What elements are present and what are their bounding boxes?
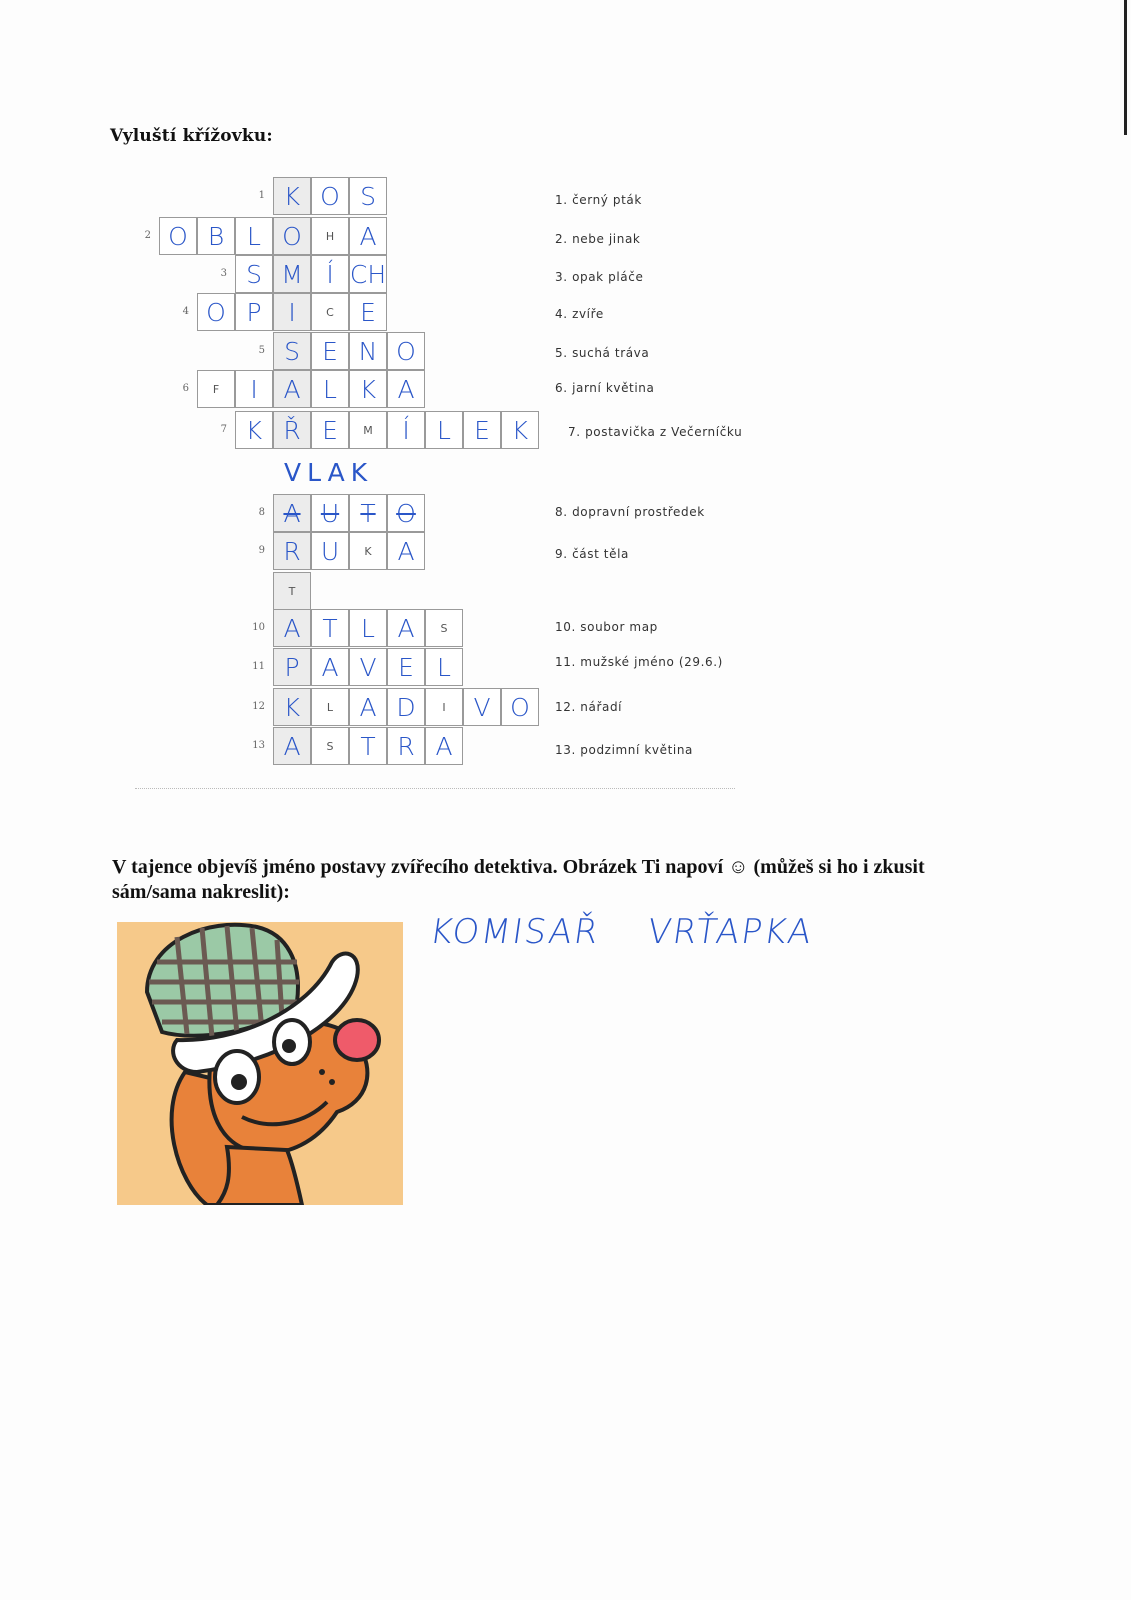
handwritten-letter: L xyxy=(323,374,337,404)
handwritten-letter: I xyxy=(250,374,258,404)
clue-5: 5. suchá tráva xyxy=(555,346,650,360)
handwritten-letter: D xyxy=(396,692,416,722)
handwritten-letter: K xyxy=(283,692,301,722)
handwritten-letter: L xyxy=(361,613,375,643)
crossword-cell xyxy=(349,370,387,408)
handwritten-letter: N xyxy=(358,336,378,366)
crossword-cell xyxy=(387,688,425,726)
handwritten-letter: A xyxy=(321,652,339,682)
crossword-cell xyxy=(387,494,425,532)
handwritten-letter: A xyxy=(359,692,377,722)
row-number: 1 xyxy=(258,190,265,201)
printed-letter: S xyxy=(440,621,448,635)
crossword-cell xyxy=(273,255,311,293)
row-number: 12 xyxy=(252,701,265,712)
crossword-cell xyxy=(311,688,349,726)
dog-illustration xyxy=(117,922,403,1205)
crossword-cell xyxy=(387,648,425,686)
row-number: 3 xyxy=(220,268,227,279)
crossword-cell xyxy=(235,293,273,331)
crossword-cell xyxy=(387,332,425,370)
row-number: 4 xyxy=(182,306,189,317)
handwritten-letter: A xyxy=(359,221,377,251)
handwritten-letter: A xyxy=(397,613,415,643)
crossword-cell xyxy=(311,411,349,449)
clue-6: 6. jarní květina xyxy=(555,381,655,395)
handwritten-letter: A xyxy=(397,374,415,404)
clue-11: 11. mužské jméno (29.6.) xyxy=(555,655,723,669)
handwritten-letter: Í xyxy=(326,259,334,289)
printed-letter: S xyxy=(326,739,334,753)
clue-13: 13. podzimní květina xyxy=(555,743,693,757)
handwritten-answer xyxy=(427,912,816,952)
crossword-cell xyxy=(273,217,311,255)
clue-7: 7. postavička z Večerníčku xyxy=(568,425,743,439)
crossword-cell xyxy=(501,688,539,726)
handwritten-letter: S xyxy=(360,181,376,211)
crossword-cell xyxy=(273,293,311,331)
handwritten-letter: O xyxy=(396,498,416,528)
crossword-cell xyxy=(349,494,387,532)
instruction-text: V tajence objevíš jméno postavy zvířecího detektiva. Obrázek Ti napoví ☺ (můžeš si ho i zkusit sám/sama nakreslit): xyxy=(112,856,925,903)
handwritten-letter: L xyxy=(437,415,451,445)
printed-letter: K xyxy=(364,544,372,558)
handwritten-extra-word: VLAK xyxy=(284,458,374,487)
crossword-cell xyxy=(273,411,311,449)
handwritten-letter: K xyxy=(359,374,377,404)
handwritten-letter: E xyxy=(360,297,376,327)
crossword-cell xyxy=(311,177,349,215)
crossword-cell xyxy=(425,688,463,726)
handwritten-letter: CH xyxy=(349,259,387,289)
row-number: 2 xyxy=(144,230,151,241)
handwritten-letter: T xyxy=(360,498,376,528)
crossword-cell xyxy=(311,293,349,331)
crossword-cell xyxy=(501,411,539,449)
crossword-cell xyxy=(349,293,387,331)
handwritten-letter: S xyxy=(246,259,262,289)
handwritten-letter: E xyxy=(322,415,338,445)
printed-letter: C xyxy=(326,305,334,319)
handwritten-letter: V xyxy=(359,652,377,682)
crossword-cell xyxy=(273,727,311,765)
crossword-cell xyxy=(311,494,349,532)
crossword-cell xyxy=(349,217,387,255)
crossword-cell xyxy=(273,648,311,686)
printed-letter: H xyxy=(325,229,335,243)
crossword-cell xyxy=(235,370,273,408)
crossword-cell xyxy=(425,609,463,647)
handwritten-letter: A xyxy=(283,498,301,528)
crossword-cell xyxy=(311,727,349,765)
crossword-cell xyxy=(463,411,501,449)
crossword-cell xyxy=(273,572,311,610)
crossword-cell xyxy=(387,532,425,570)
clue-2: 2. nebe jinak xyxy=(555,232,641,246)
crossword-cell xyxy=(349,411,387,449)
row-number: 13 xyxy=(252,740,265,751)
crossword-cell xyxy=(349,255,387,293)
crossword-cell xyxy=(235,217,273,255)
crossword-cell xyxy=(235,411,273,449)
clue-10: 10. soubor map xyxy=(555,620,658,634)
printed-letter: F xyxy=(212,382,220,396)
handwritten-letter: E xyxy=(398,652,414,682)
crossword-cell xyxy=(311,370,349,408)
handwritten-letter: Í xyxy=(402,415,410,445)
clue-1: 1. černý pták xyxy=(555,193,642,207)
handwritten-letter: E xyxy=(474,415,490,445)
handwritten-letter: K xyxy=(511,415,529,445)
handwritten-letter: S xyxy=(284,336,300,366)
clue-8: 8. dopravní prostředek xyxy=(555,505,705,519)
handwritten-letter: O xyxy=(206,297,226,327)
crossword-cell xyxy=(349,332,387,370)
answer-word-2: VRŤAPKA xyxy=(644,912,816,952)
crossword-cell xyxy=(349,609,387,647)
handwritten-letter: K xyxy=(245,415,263,445)
crossword-cell xyxy=(273,332,311,370)
handwritten-letter: U xyxy=(320,498,340,528)
crossword-cell xyxy=(273,370,311,408)
clue-12: 12. nářadí xyxy=(555,700,623,714)
crossword-cell xyxy=(235,255,273,293)
detective-dog-picture xyxy=(117,922,403,1205)
crossword-cell xyxy=(311,609,349,647)
answer-word-1: KOMISAŘ xyxy=(427,912,603,952)
clue-3: 3. opak pláče xyxy=(555,270,644,284)
handwritten-letter: R xyxy=(397,731,415,761)
crossword-cell xyxy=(311,332,349,370)
crossword-cell xyxy=(387,370,425,408)
crossword-cell xyxy=(349,177,387,215)
handwritten-letter: T xyxy=(360,731,376,761)
crossword-cell xyxy=(159,217,197,255)
crossword-cell xyxy=(311,648,349,686)
handwritten-letter: M xyxy=(281,259,303,289)
crossword-cell xyxy=(425,727,463,765)
handwritten-letter: A xyxy=(283,613,301,643)
handwritten-letter: V xyxy=(473,692,491,722)
handwritten-letter: A xyxy=(397,536,415,566)
crossword-cell xyxy=(273,494,311,532)
crossword-cell xyxy=(425,411,463,449)
handwritten-letter: A xyxy=(283,374,301,404)
clue-9: 9. část těla xyxy=(555,547,629,561)
crossword-cell xyxy=(349,648,387,686)
handwritten-letter: O xyxy=(168,221,188,251)
handwritten-letter: B xyxy=(207,221,225,251)
handwritten-letter: O xyxy=(320,181,340,211)
handwritten-letter: Ř xyxy=(283,415,301,445)
row-number: 6 xyxy=(182,383,189,394)
printed-letter: L xyxy=(326,700,334,714)
handwritten-letter: P xyxy=(284,652,300,682)
handwritten-letter: L xyxy=(437,652,451,682)
divider xyxy=(135,788,735,789)
row-number: 5 xyxy=(258,345,265,356)
crossword-cell xyxy=(387,727,425,765)
printed-letter: I xyxy=(442,700,446,714)
row-number: 9 xyxy=(258,545,265,556)
handwritten-letter: A xyxy=(435,731,453,761)
crossword-cell xyxy=(311,532,349,570)
page-title: Vyluští křížovku: xyxy=(110,126,273,146)
crossword-cell xyxy=(425,648,463,686)
handwritten-letter: U xyxy=(320,536,340,566)
crossword-cell xyxy=(273,532,311,570)
handwritten-letter: I xyxy=(288,297,296,327)
crossword-cell xyxy=(349,532,387,570)
handwritten-letter: E xyxy=(322,336,338,366)
printed-letter: M xyxy=(363,423,373,437)
handwritten-letter: O xyxy=(510,692,530,722)
clue-4: 4. zvíře xyxy=(555,307,604,321)
crossword-cell xyxy=(387,609,425,647)
row-number: 10 xyxy=(252,622,265,633)
handwritten-letter: A xyxy=(283,731,301,761)
row-number: 7 xyxy=(220,424,227,435)
handwritten-letter: T xyxy=(322,613,338,643)
crossword-cell xyxy=(387,411,425,449)
handwritten-letter: O xyxy=(282,221,302,251)
handwritten-letter: O xyxy=(396,336,416,366)
crossword-cell xyxy=(273,609,311,647)
crossword-cell xyxy=(273,688,311,726)
row-number: 8 xyxy=(258,507,265,518)
crossword-cell xyxy=(311,255,349,293)
crossword-cell xyxy=(349,688,387,726)
handwritten-letter: K xyxy=(283,181,301,211)
crossword-cell xyxy=(197,370,235,408)
row-number: 11 xyxy=(252,661,265,672)
handwritten-letter: L xyxy=(247,221,261,251)
crossword-cell xyxy=(463,688,501,726)
crossword-cell xyxy=(197,217,235,255)
printed-letter: T xyxy=(288,584,296,598)
crossword-cell xyxy=(349,727,387,765)
handwritten-letter: R xyxy=(283,536,301,566)
crossword-cell xyxy=(311,217,349,255)
crossword-cell xyxy=(197,293,235,331)
handwritten-letter: P xyxy=(246,297,262,327)
crossword-cell xyxy=(273,177,311,215)
